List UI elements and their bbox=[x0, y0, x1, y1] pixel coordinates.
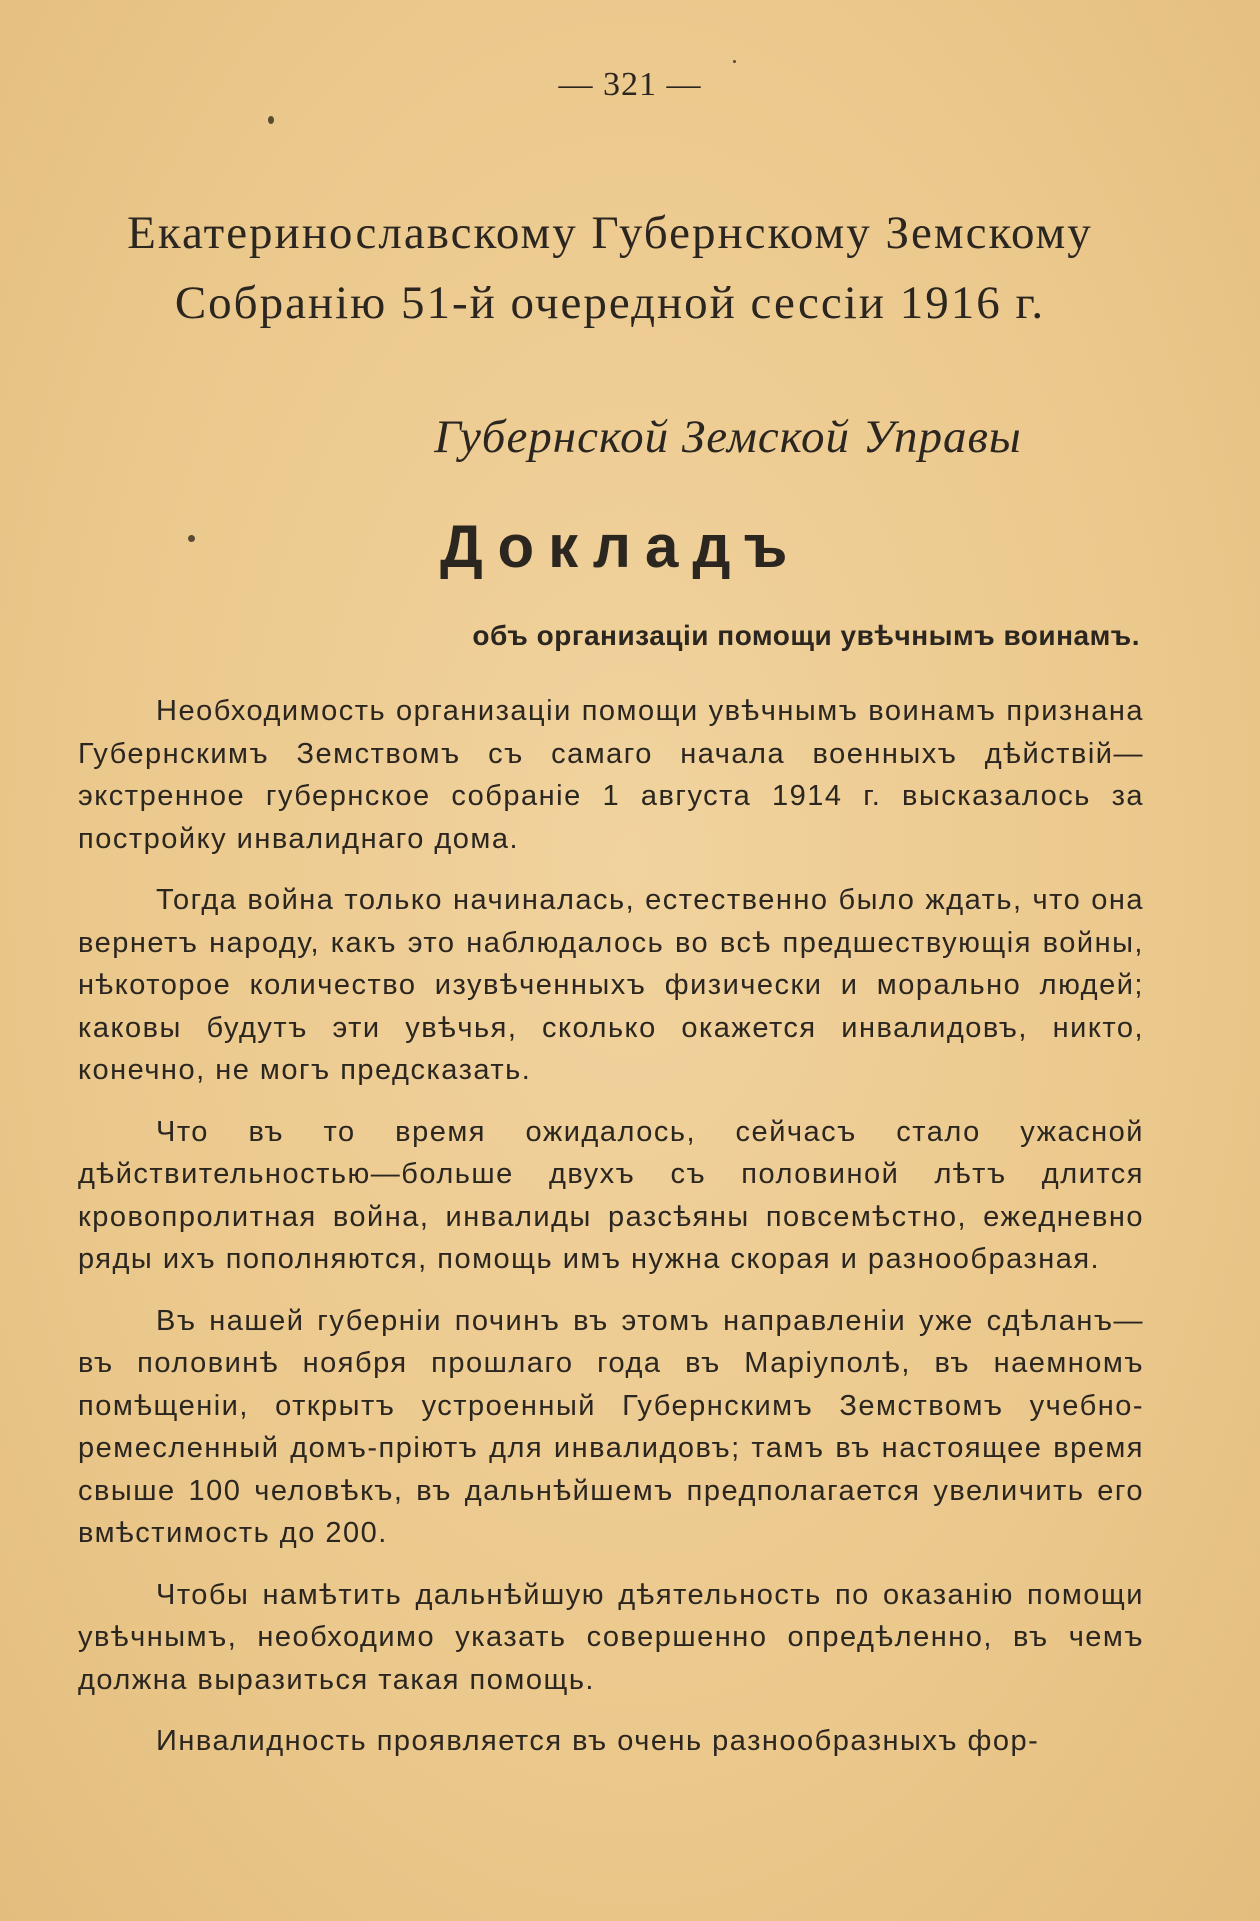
body-paragraph: Что въ то время ожидалось, сейчасъ стало ужасной дѣйствительностью—больше двухъ съ половиной лѣтъ длится кровопролитная война, инвалиды разсѣяны повсемѣстно, ежедневно ряды ихъ пополняются, помощь имъ нужна скорая и разнообразная. bbox=[78, 1115, 1144, 1275]
document-title bbox=[0, 198, 1220, 338]
report-body bbox=[78, 690, 1144, 1782]
body-paragraph: Въ нашей губерніи починъ въ этомъ направленіи уже сдѣланъ—въ половинѣ ноября прошлаго года въ Маріуполѣ, въ наемномъ помѣщеніи, открытъ устроенный Губернскимъ Земствомъ учебно-ремесленный домъ-пріютъ для инвалидовъ; тамъ въ настоящее время свыше 100 человѣкъ, въ дальнѣйшемъ предполагается увеличить его вмѣстимость до 200. bbox=[78, 1304, 1144, 1549]
body-paragraph: Чтобы намѣтить дальнѣйшую дѣятельность по оказанію помощи увѣчнымъ, необходимо указать совершенно опредѣленно, въ чемъ должна выразиться такая помощь. bbox=[78, 1578, 1144, 1696]
ink-speck bbox=[733, 60, 736, 63]
page-number: — 321 — bbox=[558, 66, 702, 103]
title-line: Екатеринославскому Губернскому Земскому bbox=[127, 207, 1093, 259]
body-paragraph: Инвалидность проявляется въ очень разнообразныхъ фор- bbox=[156, 1725, 1040, 1757]
ink-speck bbox=[188, 535, 195, 542]
title-line: Собранію 51-й очередной сессіи 1916 г. bbox=[174, 277, 1046, 329]
ink-speck bbox=[268, 116, 274, 124]
body-paragraph: Необходимость организаціи помощи увѣчнымъ воинамъ признана Губернскимъ Земствомъ съ самаго начала военныхъ дѣйствій—экстренное губернское собраніе 1 августа 1914 г. высказалось за постройку инвалиднаго дома. bbox=[78, 695, 1144, 855]
document-heading: Докладъ bbox=[440, 513, 802, 580]
report-topic: объ организаціи помощи увѣчнымъ воинамъ. bbox=[472, 620, 1140, 651]
body-paragraph: Тогда война только начиналась, естественно было ждать, что она вернетъ народу, какъ это наблюдалось во всѣ предшествующія войны, нѣкоторое количество изувѣченныхъ физически и морально людей; каковы будутъ эти увѣчья, сколько окажется инвалидовъ, никто, конечно, не могъ предсказать. bbox=[78, 884, 1144, 1086]
document-subtitle: Губернской Земской Управы bbox=[434, 411, 1022, 463]
